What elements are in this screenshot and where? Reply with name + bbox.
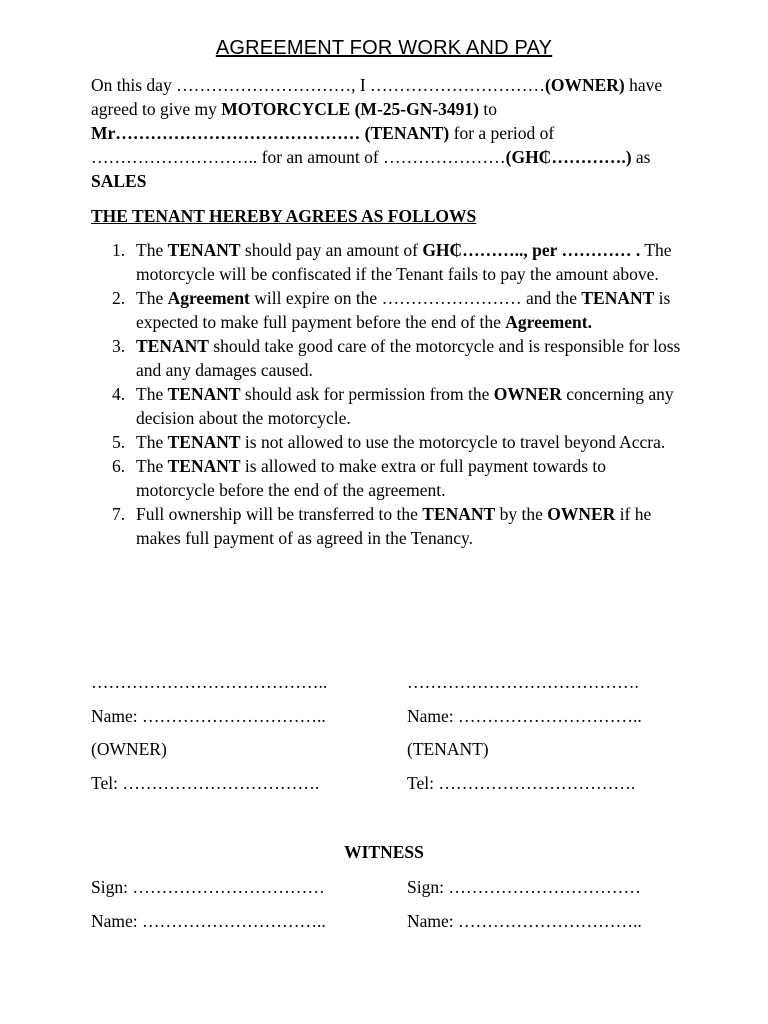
tenant-tel-field: Tel: ……………………………. bbox=[407, 773, 636, 793]
term-text: should pay an amount of bbox=[240, 240, 423, 260]
term-bold: Agreement bbox=[167, 288, 250, 308]
term-text: is expected to make full payment before the end of the bbox=[136, 288, 671, 332]
term-item bbox=[91, 334, 681, 382]
term-item bbox=[91, 382, 681, 430]
term-bold: TENANT bbox=[136, 336, 209, 356]
term-bold: OWNER bbox=[493, 384, 562, 404]
tenant-signature-line: …………………………………. bbox=[407, 672, 639, 692]
term-text: concerning any decision about the motorcycle. bbox=[136, 384, 674, 428]
term-number: 4. bbox=[112, 384, 126, 404]
owner-signature-line: ………………………………….. bbox=[91, 672, 328, 692]
intro-tenant-name: Mr…………………………………… (TENANT) bbox=[91, 123, 450, 143]
term-number: 5. bbox=[112, 432, 126, 452]
intro-text-4: for a period of ……………………….. for an amount of ………………… bbox=[91, 123, 555, 167]
term-text: The bbox=[136, 384, 168, 404]
tenant-role-label: (TENANT) bbox=[407, 739, 489, 759]
term-number: 2. bbox=[112, 288, 126, 308]
witness-right-name-field: Name: ………………………….. bbox=[407, 911, 642, 931]
term-number: 7. bbox=[112, 504, 126, 524]
term-text: The bbox=[136, 288, 168, 308]
terms-list bbox=[91, 238, 681, 550]
document-title: AGREEMENT FOR WORK AND PAY bbox=[215, 37, 553, 59]
term-bold: GH₵……….., per ………… . bbox=[422, 240, 641, 260]
owner-role-label: (OWNER) bbox=[91, 739, 167, 759]
term-text: The motorcycle will be confiscated if the Tenant fails to pay the amount above. bbox=[136, 240, 672, 284]
intro-paragraph bbox=[91, 73, 681, 193]
term-number: 1. bbox=[112, 240, 126, 260]
term-text: will expire on the …………………… and the bbox=[249, 288, 582, 308]
term-text: is allowed to make extra or full payment towards to motorcycle before the end of the agreement. bbox=[136, 456, 606, 500]
term-text: is not allowed to use the motorcycle to travel beyond Accra. bbox=[240, 432, 666, 452]
term-text: Full ownership will be transferred to the bbox=[136, 504, 423, 524]
term-bold: Agreement. bbox=[505, 312, 592, 332]
intro-text-3: to bbox=[479, 99, 498, 119]
term-bold: TENANT bbox=[167, 456, 241, 476]
witness-left-name-field: Name: ………………………….. bbox=[91, 911, 326, 931]
intro-amount: (GH₵………….) bbox=[505, 147, 632, 167]
term-text: by the bbox=[495, 504, 548, 524]
intro-text-2: have agreed to give my bbox=[91, 75, 663, 119]
term-bold: TENANT bbox=[167, 384, 241, 404]
term-item bbox=[91, 430, 681, 454]
owner-tel-field: Tel: ……………………………. bbox=[91, 773, 320, 793]
term-bold: OWNER bbox=[547, 504, 616, 524]
term-bold: TENANT bbox=[422, 504, 496, 524]
term-number: 6. bbox=[112, 456, 126, 476]
term-bold: TENANT bbox=[581, 288, 655, 308]
term-item bbox=[91, 286, 681, 334]
owner-name-field: Name: ………………………….. bbox=[91, 706, 326, 726]
term-number: 3. bbox=[112, 336, 126, 356]
term-item bbox=[91, 454, 681, 502]
term-text: The bbox=[136, 240, 168, 260]
term-text: should take good care of the motorcycle and is responsible for loss and any damages caused. bbox=[136, 336, 681, 380]
intro-text-5: as bbox=[631, 147, 651, 167]
term-text: if he makes full payment of as agreed in the Tenancy. bbox=[136, 504, 652, 548]
term-text: should ask for permission from the bbox=[240, 384, 494, 404]
term-item bbox=[91, 502, 681, 550]
term-text: The bbox=[136, 456, 168, 476]
witness-right-sign-field: Sign: …………………………… bbox=[407, 877, 641, 897]
term-text: The bbox=[136, 432, 168, 452]
intro-text-1: On this day …………………………, I ………………………… bbox=[91, 75, 546, 95]
intro-vehicle: MOTORCYCLE (M-25-GN-3491) bbox=[221, 99, 480, 119]
term-bold: TENANT bbox=[167, 432, 241, 452]
witness-left-sign-field: Sign: …………………………… bbox=[91, 877, 325, 897]
intro-sales: SALES bbox=[91, 171, 147, 191]
tenant-name-field: Name: ………………………….. bbox=[407, 706, 642, 726]
witness-heading: WITNESS bbox=[344, 842, 424, 862]
section-heading: THE TENANT HEREBY AGREES AS FOLLOWS bbox=[91, 206, 477, 226]
intro-owner-tag: (OWNER) bbox=[545, 75, 625, 95]
term-bold: TENANT bbox=[167, 240, 241, 260]
term-item bbox=[91, 238, 681, 286]
